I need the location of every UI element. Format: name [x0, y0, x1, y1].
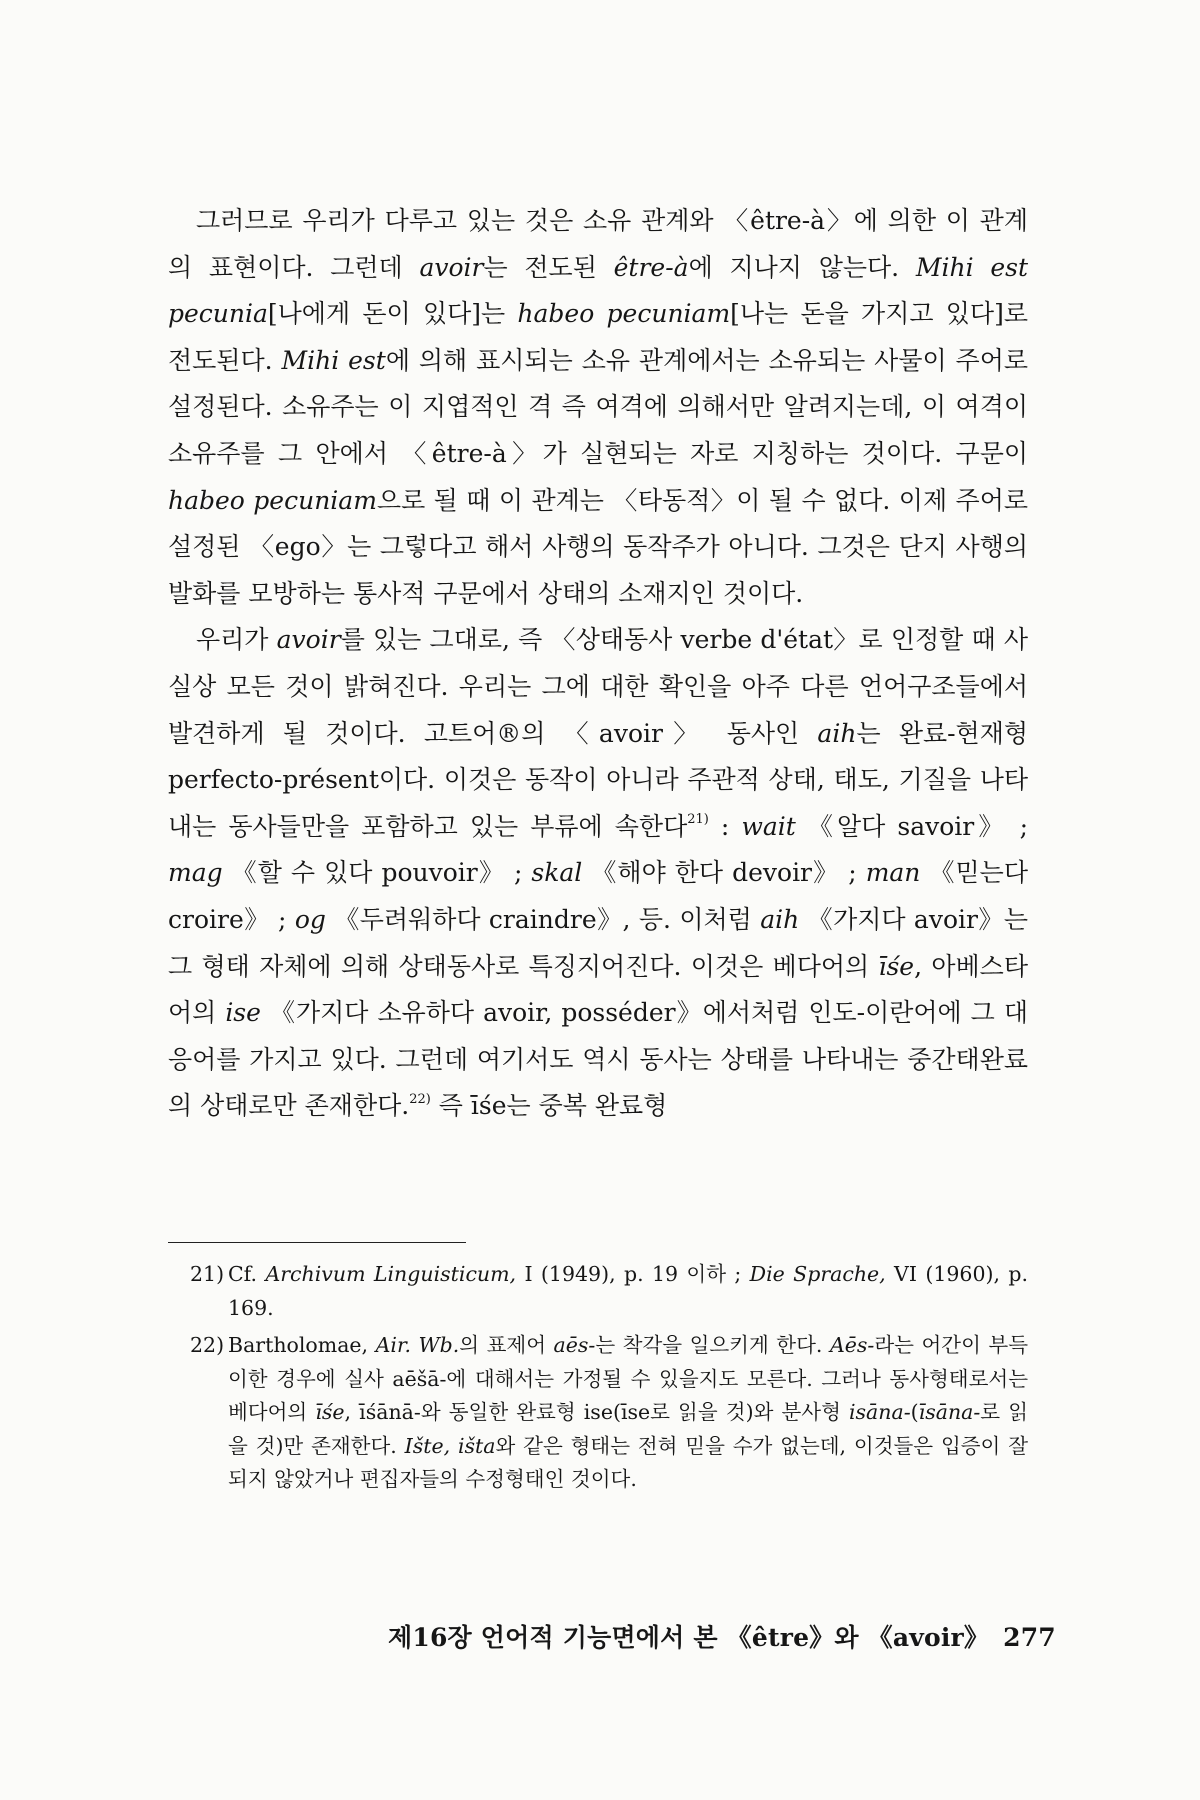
- italic-term: īśe: [315, 1400, 345, 1424]
- italic-term: isāna-: [848, 1400, 911, 1424]
- italic-term: Mihi est: [281, 345, 386, 375]
- body-paragraph: 그러므로 우리가 다루고 있는 것은 소유 관계와 〈être-à〉에 의한 이 관계의 표현이다. 그런데 avoir는 전도된 être-à에 지나지 않는다. Mihi est pecunia[나에게 돈이 있다]는 habeo pecuniam[나는 돈을 가지고 있다]로 전도된다. Mihi est에 의해 표시되는 소유 관계에서는 소유되는 사물이 주어로 설정된다. 소유주는 이 지엽적인 격 즉 여격에 의해서만 알려지는데, 이 여격이 소유주를 그 안에서 〈être-à〉가 실현되는 자로 지칭하는 것이다. 구문이 habeo pecuniam으로 될 때 이 관계는 〈타동적〉이 될 수 없다. 이제 주어로 설정된 〈ego〉는 그렇다고 해서 사행의 동작주가 아니다. 그것은 단지 사행의 발화를 모방하는 통사적 구문에서 상태의 소재지인 것이다.: [168, 206, 1029, 608]
- footnote-21: [168, 1258, 1028, 1325]
- page-number: 277: [1003, 1623, 1056, 1652]
- italic-term: habeo pecuniam: [168, 485, 377, 515]
- italic-term: Ište, išta: [404, 1433, 496, 1458]
- footnote-ref: 22): [409, 1091, 431, 1107]
- italic-term: Air. Wb.: [375, 1333, 460, 1357]
- footnotes: [168, 1258, 1028, 1501]
- italic-term: aih: [760, 904, 800, 934]
- footnote-ref: 21): [687, 812, 709, 828]
- italic-term: avoir: [276, 625, 341, 655]
- italic-term: skal: [531, 858, 583, 888]
- italic-term: mag: [168, 858, 223, 888]
- footnote-text: Bartholomae, Air. Wb.의 표제어 aēs-는 착각을 일으키게 한다. Aēs-라는 어간이 부득이한 경우에 실사 aēšā-에 대해서는 가정될 수 있을지도 모른다. 그러나 동사형태로서는 베다어의 īśe, īśānā-와 동일한 완료형 ise(īse로 읽을 것)와 분사형 isāna-(īsāna-로 읽을 것)만 존재한다. Ište, išta와 같은 형태는 전혀 믿을 수가 없는데, 이것들은 입증이 잘 되지 않았거나 편집자들의 수정형태인 것이다.: [228, 1333, 1029, 1491]
- footnote-22: [168, 1329, 1028, 1497]
- italic-term: ise: [225, 998, 261, 1028]
- body-paragraph: 우리가 avoir를 있는 그대로, 즉 〈상태동사 verbe d'état〉로 인정할 때 사실상 모든 것이 밝혀진다. 우리는 그에 대한 확인을 아주 다른 언어구조들에서 발견하게 될 것이다. 고트어®의 〈avoir〉 동사인 aih는 완료-현재형 perfecto-présent이다. 이것은 동작이 아니라 주관적 상태, 태도, 기질을 나타내는 동사들만을 포함하고 있는 부류에 속한다$^{21)}$ : wait 《알다 savoir》 ; mag 《할 수 있다 pouvoir》 ; skal 《해야 한다 devoir》 ; man 《믿는다 croire》 ; og 《두려워하다 craindre》, 등. 이처럼 aih 《가지다 avoir》는 그 형태 자체에 의해 상태동사로 특징지어진다. 이것은 베다어의 īśe, 아베스타어의 ise 《가지다 소유하다 avoir, posséder》에서처럼 인도-이란어에 그 대응어를 가지고 있다. 그런데 여기서도 역시 동사는 상태를 나타내는 중간태완료의 상태로만 존재한다.$^{22)}$ 즉 īśe는 중복 완료형: [168, 625, 1029, 1121]
- footnote-number: 21): [190, 1262, 225, 1286]
- chapter-title: 제16장 언어적 기능면에서 본 《être》와 《avoir》: [388, 1623, 990, 1652]
- italic-term: man: [865, 858, 921, 888]
- italic-term: wait: [741, 811, 796, 841]
- italic-term: Archivum Linguisticum,: [265, 1262, 517, 1286]
- italic-term: être-à: [613, 252, 689, 282]
- italic-term: Mihi est pecunia: [168, 252, 1029, 329]
- footnote-number: 22): [190, 1333, 225, 1357]
- body-text: [168, 198, 1028, 1130]
- italic-term: aih: [817, 718, 857, 748]
- italic-term: īsāna-: [918, 1400, 981, 1424]
- italic-term: aēs-: [553, 1333, 596, 1357]
- italic-term: Die Sprache,: [749, 1262, 886, 1286]
- italic-term: īśe: [878, 951, 915, 981]
- running-footer: [388, 1618, 1056, 1654]
- italic-term: avoir: [419, 252, 484, 282]
- footnote-text: Cf. Archivum Linguisticum, I (1949), p. 19 이하 ; Die Sprache, VI (1960), p. 169.: [228, 1262, 1029, 1320]
- footnote-divider: [168, 1242, 466, 1243]
- italic-term: habeo pecuniam: [517, 299, 731, 329]
- italic-term: Aēs-: [829, 1333, 875, 1357]
- italic-term: og: [294, 904, 326, 934]
